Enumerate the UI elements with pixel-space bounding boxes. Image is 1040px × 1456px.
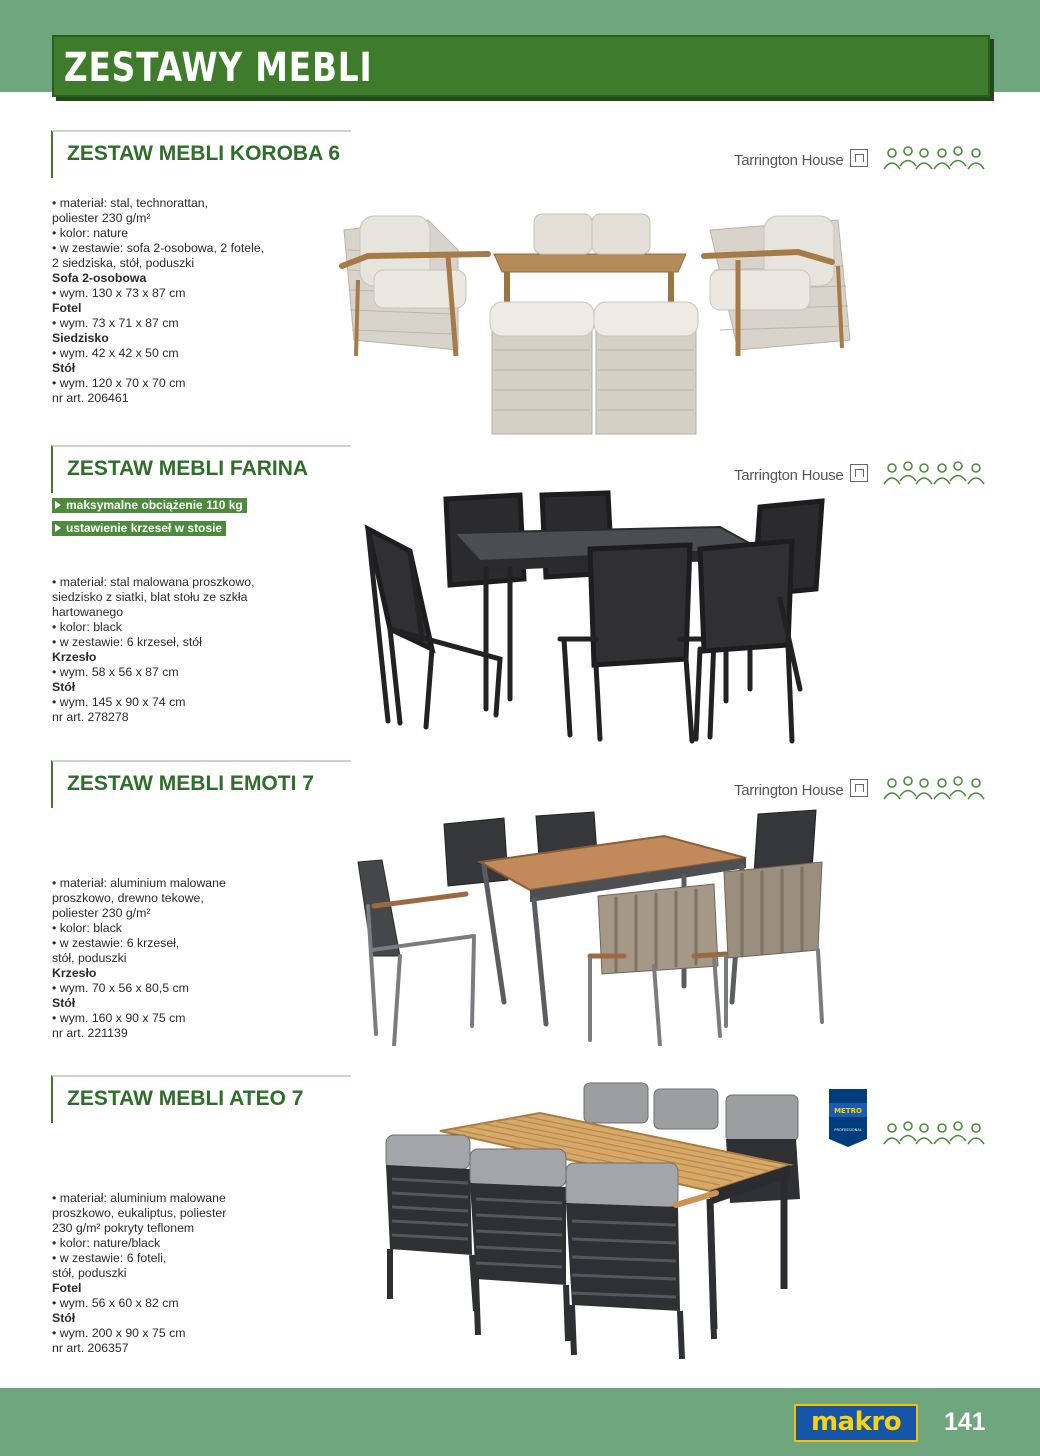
brand-name: Tarrington House	[734, 467, 844, 484]
logo-subtitle: PROFESSIONAL	[834, 1128, 862, 1132]
emoti-set-image	[354, 806, 828, 1046]
six-persons-icon	[882, 459, 992, 485]
feature-tag-stacking: ustawienie krzeseł w stosie	[52, 521, 226, 536]
six-persons-icon	[882, 144, 992, 170]
spec-line: • materiał: stal malowana proszkowo,	[52, 575, 255, 589]
spec-line: • wym. 120 x 70 x 70 cm	[52, 376, 186, 390]
spec-line: 230 g/m² pokryty teflonem	[52, 1221, 195, 1235]
spec-line: • w zestawie: 6 krzeseł,	[52, 936, 180, 950]
product-specs	[52, 876, 322, 1041]
spec-heading: Krzesło	[52, 966, 97, 980]
article-number: nr art. 221139	[52, 1026, 128, 1040]
product-heading-box	[51, 760, 351, 808]
spec-heading: Stół	[52, 361, 76, 375]
spec-line: siedzisko z siatki, blat stołu ze szkła	[52, 590, 248, 604]
spec-line: poliester 230 g/m²	[52, 211, 151, 225]
spec-line: • wym. 130 x 73 x 87 cm	[52, 286, 186, 300]
spec-line: • wym. 145 x 90 x 74 cm	[52, 695, 186, 709]
spec-line: • w zestawie: 6 krzeseł, stół	[52, 635, 202, 649]
spec-line: poliester 230 g/m²	[52, 906, 151, 920]
spec-heading: Fotel	[52, 301, 82, 315]
spec-line: • wym. 73 x 71 x 87 cm	[52, 316, 179, 330]
spec-line: • kolor: black	[52, 921, 122, 935]
product-title: ZESTAW MEBLI FARINA	[67, 457, 309, 480]
spec-line: • wym. 56 x 60 x 82 cm	[52, 1296, 179, 1310]
product-specs	[52, 575, 322, 725]
spec-line: stół, poduszki	[52, 1266, 127, 1280]
spec-line: • materiał: aluminium malowane	[52, 1191, 226, 1205]
spec-heading: Stół	[52, 996, 76, 1010]
product-heading-box	[51, 130, 351, 178]
spec-heading: Stół	[52, 680, 76, 694]
spec-line: • wym. 42 x 42 x 50 cm	[52, 346, 179, 360]
spec-line: • wym. 70 x 56 x 80,5 cm	[52, 981, 189, 995]
ateo-set-image	[380, 1079, 806, 1365]
spec-line: proszkowo, drewno tekowe,	[52, 891, 204, 905]
spec-line: • materiał: aluminium malowane	[52, 876, 226, 890]
brand-name: Tarrington House	[734, 782, 844, 799]
brand-house-icon	[850, 464, 868, 482]
page-number: 141	[944, 1408, 986, 1436]
brand-name: Tarrington House	[734, 152, 844, 169]
makro-logo-text: makro	[810, 1407, 902, 1437]
spec-heading: Krzesło	[52, 650, 97, 664]
koroba-set-image	[338, 210, 858, 440]
spec-line: proszkowo, eukaliptus, poliester	[52, 1206, 227, 1220]
spec-heading: Fotel	[52, 1281, 82, 1295]
page-title: ZESTAWY MEBLI	[63, 45, 373, 91]
spec-line: • wym. 160 x 90 x 75 cm	[52, 1011, 186, 1025]
farina-set-image	[360, 489, 830, 745]
product-heading-box	[51, 1075, 351, 1123]
spec-line: hartowanego	[52, 605, 124, 619]
page-title-box	[52, 35, 990, 97]
spec-line: • kolor: nature/black	[52, 1236, 161, 1250]
article-number: nr art. 278278	[52, 710, 129, 724]
spec-line: • wym. 58 x 56 x 87 cm	[52, 665, 179, 679]
spec-line: • materiał: stal, technorattan,	[52, 196, 209, 210]
spec-line: • wym. 200 x 90 x 75 cm	[52, 1326, 186, 1340]
product-specs	[52, 196, 322, 406]
spec-heading: Siedzisko	[52, 331, 109, 345]
six-persons-icon	[882, 774, 992, 800]
article-number: nr art. 206461	[52, 391, 129, 405]
product-title: ZESTAW MEBLI EMOTI 7	[67, 772, 314, 795]
product-specs	[52, 1191, 322, 1356]
makro-logo	[794, 1404, 918, 1442]
logo-brand: METRO	[834, 1107, 862, 1115]
spec-line: stół, poduszki	[52, 951, 127, 965]
product-title: ZESTAW MEBLI ATEO 7	[67, 1087, 304, 1110]
spec-line: • kolor: nature	[52, 226, 129, 240]
six-persons-icon	[882, 1119, 992, 1145]
product-title: ZESTAW MEBLI KOROBA 6	[67, 142, 340, 165]
article-number: nr art. 206357	[52, 1341, 129, 1355]
spec-line: 2 siedziska, stół, poduszki	[52, 256, 195, 270]
spec-line: • w zestawie: sofa 2-osobowa, 2 fotele,	[52, 241, 265, 255]
spec-line: • w zestawie: 6 foteli,	[52, 1251, 167, 1265]
spec-heading: Stół	[52, 1311, 76, 1325]
metro-professional-logo	[829, 1089, 867, 1147]
spec-heading: Sofa 2-osobowa	[52, 271, 147, 285]
product-heading-box	[51, 445, 351, 493]
spec-line: • kolor: black	[52, 620, 122, 634]
brand-house-icon	[850, 149, 868, 167]
feature-tag-max-load: maksymalne obciążenie 110 kg	[52, 498, 247, 513]
brand-house-icon	[850, 779, 868, 797]
